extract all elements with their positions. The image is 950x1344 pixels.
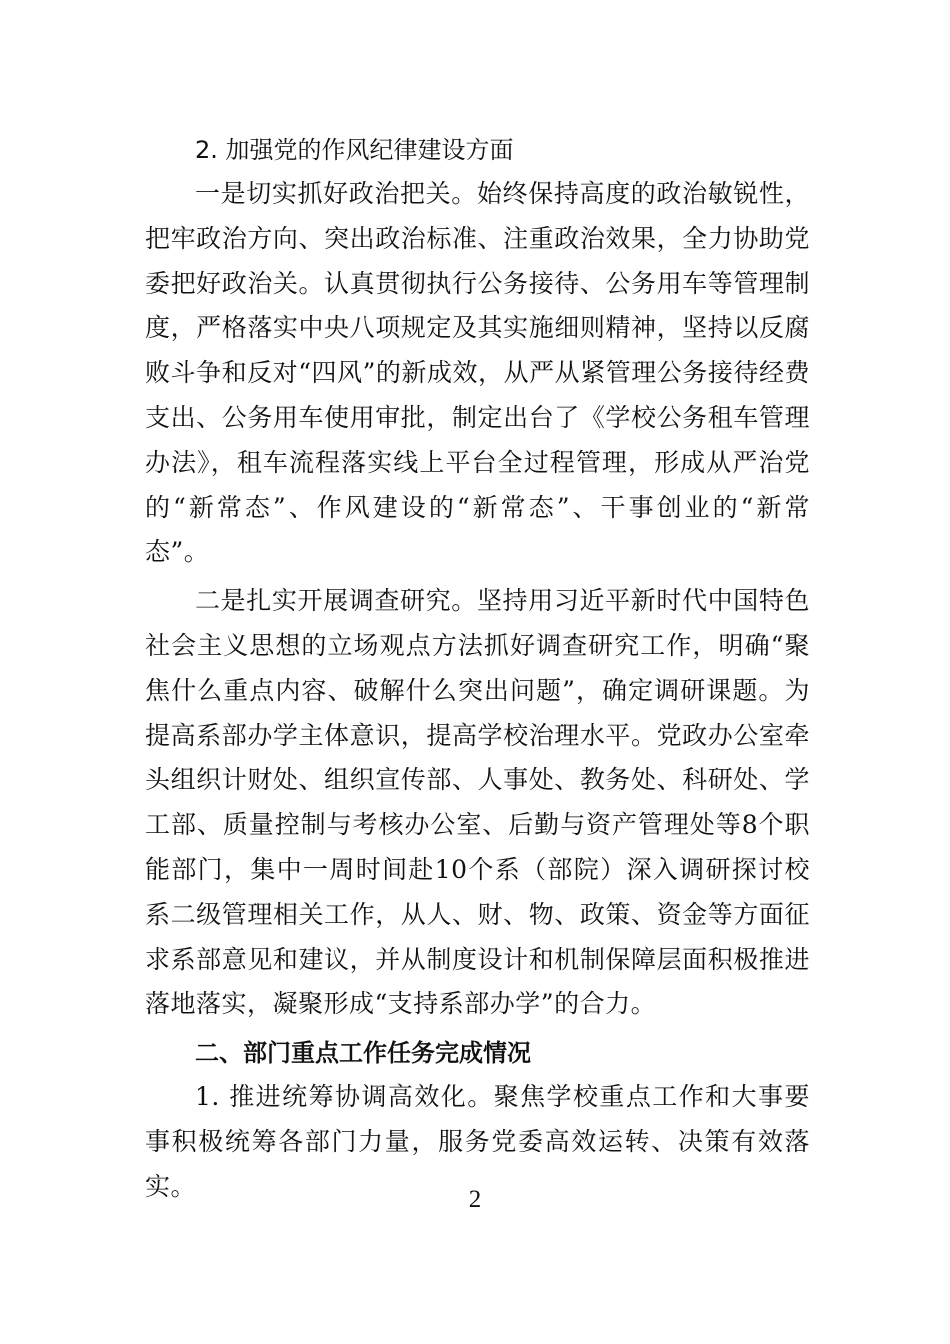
page-body xyxy=(145,128,810,1210)
paragraph-research: 二是扎实开展调查研究。坚持用习近平新时代中国特色社会主义思想的立场观点方法抓好调查研究工作，明确“聚焦什么重点内容、破解什么突出问题”，确定调研课题。为提高系部办学主体意识，提高学校治理水平。党政办公室牵头组织计财处、组织宣传部、人事处、教务处、科研处、学工部、质量控制与考核办公室、后勤与资产管理处等8个职能部门，集中一周时间赴10个系（部院）深入调研探讨校系二级管理相关工作，从人、财、物、政策、资金等方面征求系部意见和建议，并从制度设计和机制保障层面积极推进落地落实，凝聚形成“支持系部办学”的合力。 xyxy=(145,586,810,1019)
paragraph-political-review: 一是切实抓好政治把关。始终保持高度的政治敏锐性，把牢政治方向、突出政治标准、注重政治效果，全力协助党委把好政治关。认真贯彻执行公务接待、公务用车等管理制度，严格落实中央八项规定及其实施细则精神，坚持以反腐败斗争和反对“四风”的新成效，从严从紧管理公务接待经费支出、公务用车使用审批，制定出台了《学校公务租车管理办法》，租车流程落实线上平台全过程管理，形成从严治党的“新常态”、作风建设的“新常态”、干事创业的“新常态”。 xyxy=(145,179,810,567)
section-heading-style-discipline: 2. 加强党的作风纪律建设方面 xyxy=(195,136,514,164)
page-number: 2 xyxy=(468,1186,482,1213)
paragraph-coordination: 1. 推进统筹协调高效化。聚焦学校重点工作和大事要事积极统筹各部门力量，服务党委高效运转、决策有效落实。 xyxy=(145,1082,810,1201)
section-heading-key-tasks: 二、部门重点工作任务完成情况 xyxy=(195,1039,531,1068)
